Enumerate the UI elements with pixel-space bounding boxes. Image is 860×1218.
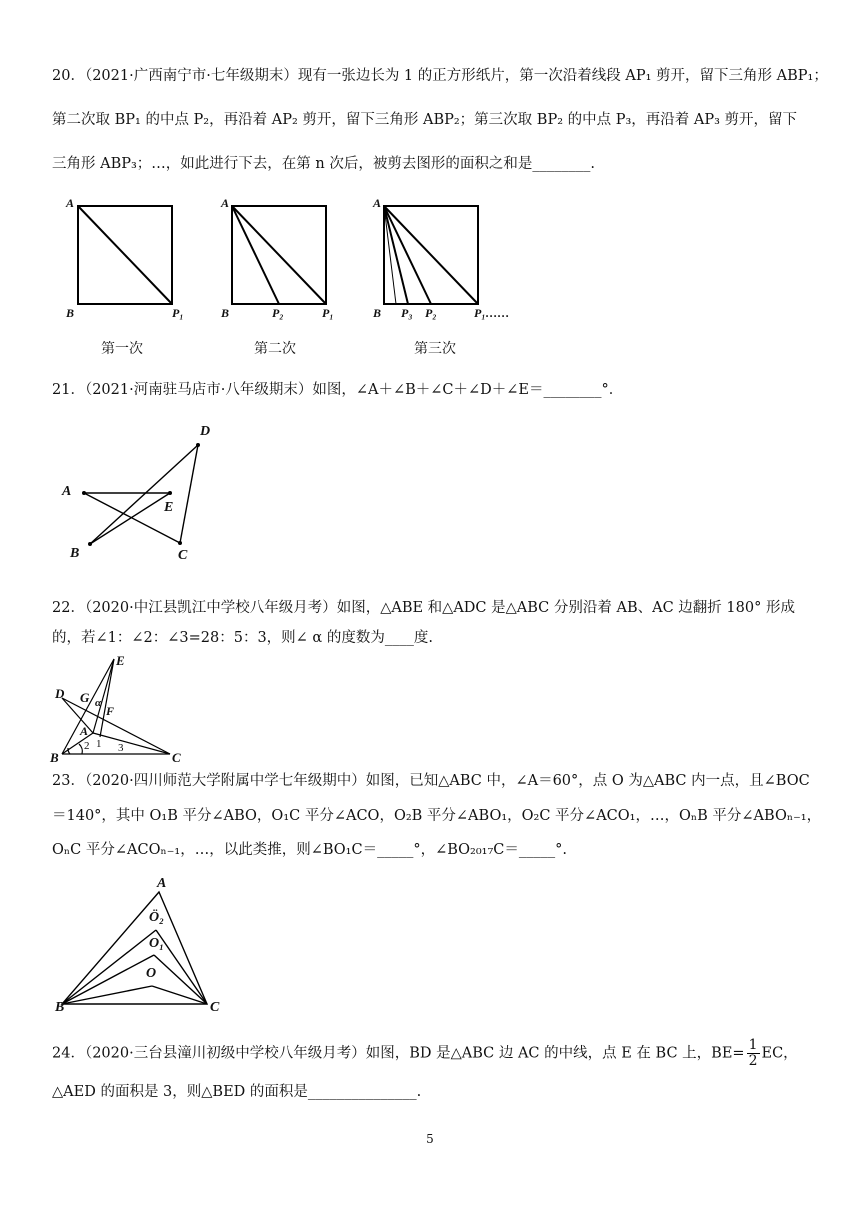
fig2-label-b: B xyxy=(221,306,230,320)
q21-label-d: D xyxy=(200,424,211,439)
q23-line3: OₙC 平分∠ACOₙ₋₁，…，以此类推，则∠BO₁C＝_____°，∠BO₂₀₁₇C＝_____°. xyxy=(52,842,567,858)
fig2-label-p2: P₂ xyxy=(272,306,284,320)
q23-line1: 23．（2020·四川师范大学附属中学七年级期中）如图，已知△ABC 中，∠A＝60°，点 O 为△ABC 内一点，且∠BOC xyxy=(52,773,810,789)
q22-label-b: B xyxy=(50,750,59,765)
q22-angle-3: 3 xyxy=(118,742,124,754)
q22-label-alpha: α xyxy=(95,697,102,709)
q20-line3: 三角形 ABP₃；…，如此进行下去，在第 n 次后，被剪去图形的面积之和是________. xyxy=(52,156,595,172)
fig1-label-a: A xyxy=(66,196,75,210)
fig1-label-b: B xyxy=(66,306,75,320)
q20-line1: 20．（2021·广西南宁市·七年级期末）现有一张边长为 1 的正方形纸片，第一次沿着线段 AP₁ 剪开，留下三角形 ABP₁； xyxy=(52,68,828,84)
fig3-label-p2: P₂ xyxy=(425,306,437,320)
caption-second: 第二次 xyxy=(254,341,296,357)
q22-label-e: E xyxy=(116,653,125,668)
q24-frac-den: 2 xyxy=(748,1053,758,1069)
q23-line2: ＝140°，其中 O₁B 平分∠ABO，O₁C 平分∠ACO，O₂B 平分∠ABO₁，O₂C 平分∠ACO₁，…，OₙB 平分∠ABOₙ₋₁， xyxy=(52,808,822,824)
q21-line1: 21．（2021·河南驻马店市·八年级期末）如图，∠A＋∠B＋∠C＋∠D＋∠E＝________°． xyxy=(52,382,624,398)
q22-line1: 22．（2020·中江县凯江中学校八年级月考）如图，△ABE 和△ADC 是△ABC 分别沿着 AB、AC 边翻折 180° 形成 xyxy=(52,600,795,616)
q24-fraction xyxy=(747,1038,760,1069)
q22-label-c: C xyxy=(172,750,181,765)
q23-label-b: B xyxy=(55,1000,65,1015)
q22-label-a: A xyxy=(80,724,89,738)
caption-first: 第一次 xyxy=(101,341,143,357)
q22-angle-1: 1 xyxy=(96,738,102,750)
fig3-label-b: B xyxy=(373,306,382,320)
q21-label-a: A xyxy=(62,484,72,499)
q24-line1 xyxy=(52,1038,798,1069)
fig3-label-p1-dots: P₁…… xyxy=(474,306,510,320)
q22-angle-2: 2 xyxy=(84,740,90,752)
q24-frac-num: 1 xyxy=(748,1037,758,1053)
q22-label-g: G xyxy=(80,690,90,705)
q23-label-o: O xyxy=(146,966,157,981)
q22-label-d: D xyxy=(55,686,65,701)
fig3-label-a: A xyxy=(373,196,382,210)
q21-label-c: C xyxy=(178,548,188,563)
q24-line1-text: 24．（2020·三台县潼川初级中学校八年级月考）如图，BD 是△ABC 边 AC 的中线，点 E 在 BC 上，BE= xyxy=(52,1045,745,1062)
q23-label-o2: Ö₂ xyxy=(149,910,164,925)
q20-line2: 第二次取 BP₁ 的中点 P₂，再沿着 AP₂ 剪开，留下三角形 ABP₂；第三次取 BP₂ 的中点 P₃，再沿着 AP₃ 剪开，留下 xyxy=(52,112,798,128)
q23-label-a: A xyxy=(157,876,167,891)
q21-label-e: E xyxy=(164,500,174,515)
page-number: 5 xyxy=(426,1132,434,1146)
fig1-label-p1: P₁ xyxy=(172,306,184,320)
q23-label-o1: O₁ xyxy=(149,936,164,951)
q24-line2: △AED 的面积是 3，则△BED 的面积是_______________. xyxy=(52,1084,422,1100)
q23-label-c: C xyxy=(210,1000,220,1015)
q21-label-b: B xyxy=(70,546,80,561)
q24-line1-end: EC， xyxy=(761,1045,798,1062)
q22-line2: 的，若∠1：∠2：∠3=28：5：3，则∠ α 的度数为____度. xyxy=(52,630,433,646)
caption-third: 第三次 xyxy=(414,341,456,357)
q22-label-f: F xyxy=(106,704,115,718)
fig2-label-a: A xyxy=(221,196,230,210)
fig2-label-p1: P₁ xyxy=(322,306,334,320)
fig3-label-p3: P₃ xyxy=(401,306,413,320)
